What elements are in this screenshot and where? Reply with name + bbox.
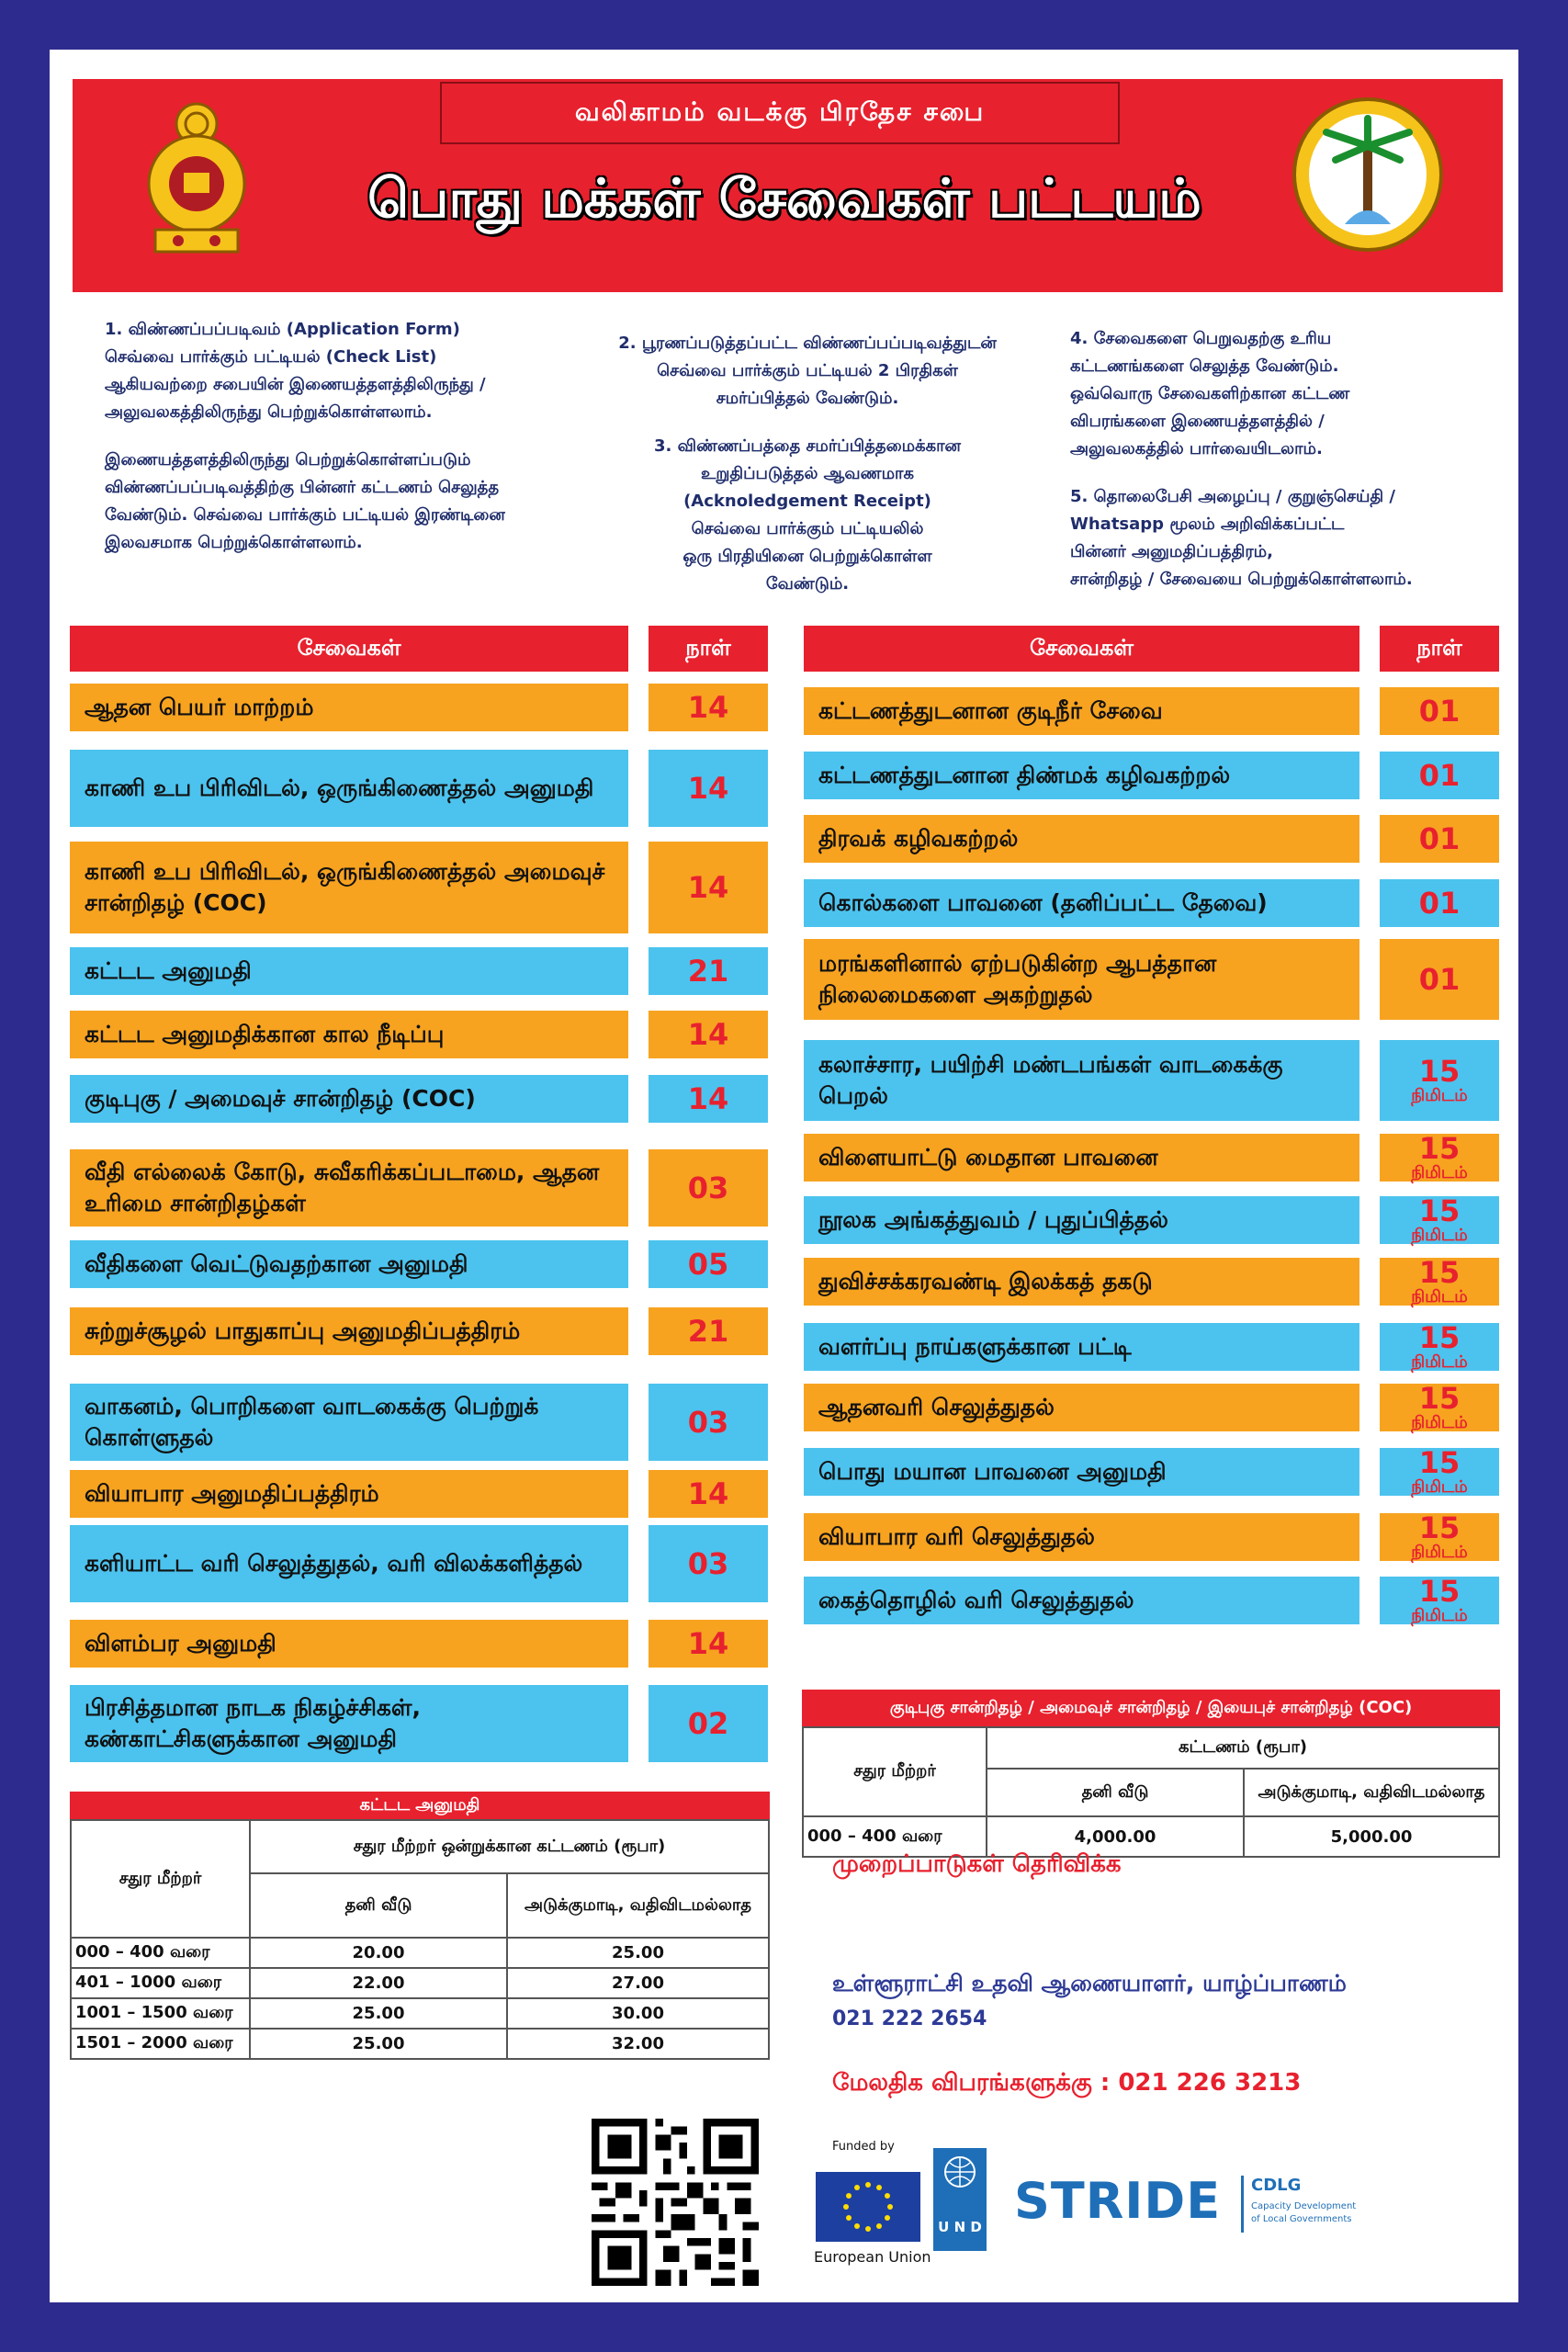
days-number: 14: [687, 771, 729, 806]
days-number: 01: [1418, 886, 1461, 921]
days-number: 14: [687, 1476, 729, 1511]
days-number: 03: [687, 1405, 729, 1440]
days-number: 21: [687, 954, 729, 989]
days-unit: நிமிடம்: [1411, 1287, 1468, 1306]
days-value: [1380, 1193, 1499, 1245]
coc-single-header: தனி வீடு: [987, 1769, 1244, 1816]
council-logo-icon: [1290, 96, 1446, 254]
fee-header: சதுர மீற்றர் ஒன்றுக்கான கட்டணம் (ரூபா): [250, 1820, 769, 1873]
list-item: விளையாட்டு மைதான பாவனை: [804, 1134, 1359, 1182]
days-unit: நிமிடம்: [1411, 1606, 1468, 1625]
left-services-header: சேவைகள்: [70, 626, 628, 672]
building-fee-table: [70, 1819, 770, 2060]
funded-by-label: Funded by: [832, 2140, 895, 2154]
list-item: மரங்களினால் ஏற்படுகின்ற ஆபத்தான நிலைமைகளை அகற்றுதல்: [804, 939, 1359, 1020]
days-value: [1380, 1574, 1499, 1625]
days-value: [649, 750, 768, 827]
days-value: [1380, 752, 1499, 799]
days-value: [649, 1149, 768, 1227]
coc-multi-header: அடுக்குமாடி, வதிவிடமல்லாத: [1244, 1769, 1499, 1816]
area-header: சதுர மீற்றர்: [71, 1820, 250, 1938]
page: [50, 50, 1518, 2302]
days-unit: நிமிடம்: [1411, 1543, 1468, 1562]
days-number: 14: [687, 870, 729, 905]
days-number: 15: [1418, 1255, 1461, 1290]
table-row: 1001 – 1500 வரை 25.00 30.00: [71, 1998, 769, 2029]
days-number: 01: [1418, 962, 1461, 997]
coc-fee-table: [802, 1726, 1500, 1858]
days-number: 15: [1418, 1131, 1461, 1166]
days-value: [1380, 1131, 1499, 1182]
list-item: வீதிகளை வெட்டுவதற்கான அனுமதி: [70, 1240, 628, 1288]
days-number: 05: [687, 1247, 729, 1282]
list-item: வளர்ப்பு நாய்களுக்கான பட்டி: [804, 1323, 1359, 1371]
days-number: 15: [1418, 1381, 1461, 1416]
sri-lanka-emblem-icon: [141, 101, 252, 257]
days-value: [1380, 1255, 1499, 1306]
list-item: நூலக அங்கத்துவம் / புதுப்பித்தல்: [804, 1196, 1359, 1244]
list-item: வியாபார வரி செலுத்துதல்: [804, 1513, 1359, 1561]
cdlg-sub-1: Capacity Development: [1251, 2201, 1357, 2211]
list-item: பொது மயான பாவனை அனுமதி: [804, 1448, 1359, 1496]
days-unit: நிமிடம்: [1411, 1413, 1468, 1432]
days-unit: நிமிடம்: [1411, 1163, 1468, 1182]
days-number: 01: [1418, 821, 1461, 856]
list-item: திரவக் கழிவகற்றல்: [804, 815, 1359, 863]
days-value: [649, 1470, 768, 1518]
days-number: 01: [1418, 694, 1461, 729]
days-number: 15: [1418, 1574, 1461, 1609]
days-number: 03: [687, 1546, 729, 1581]
days-value: [1380, 687, 1499, 735]
list-item: கட்டட அனுமதி: [70, 947, 628, 995]
days-value: [649, 842, 768, 933]
days-number: 15: [1418, 1193, 1461, 1228]
list-item: களியாட்ட வரி செலுத்துதல், வரி விலக்களித்தல்: [70, 1525, 628, 1602]
eu-label: European Union: [814, 2248, 931, 2266]
list-item: காணி உப பிரிவிடல், ஒருங்கிணைத்தல் அமைவுச் சான்றிதழ் (COC): [70, 842, 628, 933]
coc-fee-header: கட்டணம் (ரூபா): [987, 1727, 1499, 1769]
office-phone[interactable]: 021 222 2654: [832, 2007, 987, 2030]
days-number: 15: [1418, 1320, 1461, 1355]
days-value: [649, 1307, 768, 1355]
days-unit: நிமிடம்: [1411, 1086, 1468, 1105]
list-item: கட்டணத்துடனான குடிநீர் சேவை: [804, 687, 1359, 735]
days-value: [649, 1240, 768, 1288]
days-value: [649, 1384, 768, 1461]
list-item: கொல்களை பாவனை (தனிப்பட்ட தேவை): [804, 879, 1359, 927]
days-value: [649, 1011, 768, 1058]
instructions-col-1: 1. விண்ணப்பப்படிவம் (Application Form) செவ்வை பார்க்கும் பட்டியல் (Check List) ஆகியவற்றை சபையின் இணையத்தளத்திலிருந்து / அலுவலகத்திலிருந்து பெற்றுக்கொள்ளலாம். இணையத்தளத்திலிருந்து பெற்றுக்கொள்ளப்படும் விண்ணப்பப்படிவத்திற்கு பின்னர் கட்டணம் செலுத்த வேண்டும். செவ்வை பார்க்கும் பட்டியல் இரண்டினை இலவசமாக பெற்றுக்கொள்ளலாம்.: [105, 320, 505, 552]
days-number: 15: [1418, 1445, 1461, 1480]
days-number: 15: [1418, 1510, 1461, 1545]
list-item: துவிச்சக்கரவண்டி இலக்கத் தகடு: [804, 1258, 1359, 1306]
days-value: [1380, 1320, 1499, 1372]
qr-code-icon[interactable]: [592, 2119, 759, 2286]
days-unit: நிமிடம்: [1411, 1477, 1468, 1497]
table-row: 000 – 400 வரை 20.00 25.00: [71, 1938, 769, 1968]
days-value: [1380, 939, 1499, 1020]
cdlg-label: CDLG: [1251, 2176, 1302, 2195]
instructions-col-2: 2. பூரணப்படுத்தப்பட்ட விண்ணப்பப்படிவத்துடன் செவ்வை பார்க்கும் பட்டியல் 2 பிரதிகள் சமர்ப்பித்தல் வேண்டும். 3. விண்ணப்பத்தை சமர்ப்பித்தமைக்கான உறுதிப்படுத்தல் ஆவணமாக (Acknoledgement Receipt) செவ்வை பார்க்கும் பட்டியலில் ஒரு பிரதியினை பெற்றுக்கொள்ள வேண்டும்.: [618, 334, 997, 594]
table-row: 000 – 400 வரை 4,000.00 5,000.00: [803, 1816, 1499, 1857]
list-item: வியாபார அனுமதிப்பத்திரம்: [70, 1470, 628, 1518]
undp-label: U N D P: [938, 2219, 982, 2276]
list-item: கட்டட அனுமதிக்கான கால நீடிப்பு: [70, 1011, 628, 1058]
days-number: 03: [687, 1170, 729, 1205]
coc-fee-caption: குடிபுகு சான்றிதழ் / அமைவுச் சான்றிதழ் / இயைபுச் சான்றிதழ் (COC): [802, 1690, 1500, 1726]
days-value: [1380, 1510, 1499, 1562]
right-services-header: சேவைகள்: [804, 626, 1359, 672]
single-house-header: தனி வீடு: [250, 1873, 507, 1938]
days-number: 14: [687, 1017, 729, 1052]
eu-flag-icon: [816, 2172, 920, 2242]
left-days-header: நாள்: [649, 626, 768, 672]
table-row: 1501 – 2000 வரை 25.00 32.00: [71, 2029, 769, 2059]
cdlg-sub-2: of Local Governments: [1251, 2214, 1352, 2224]
list-item: பிரசித்தமான நாடக நிகழ்ச்சிகள், கண்காட்சிகளுக்கான அனுமதி: [70, 1685, 628, 1762]
days-unit: நிமிடம்: [1411, 1226, 1468, 1245]
building-fee-caption: கட்டட அனுமதி: [70, 1792, 770, 1819]
days-value: [1380, 1040, 1499, 1121]
days-value: [649, 1075, 768, 1123]
days-number: 14: [687, 1081, 729, 1116]
days-unit: நிமிடம்: [1411, 1352, 1468, 1372]
list-item: கைத்தொழில் வரி செலுத்துதல்: [804, 1577, 1359, 1624]
days-number: 14: [687, 1626, 729, 1661]
days-value: [1380, 1381, 1499, 1432]
days-value: [649, 1685, 768, 1762]
days-value: [649, 684, 768, 731]
instructions-col-3: 4. சேவைகளை பெறுவதற்கு உரிய கட்டணங்களை செலுத்த வேண்டும். ஒவ்வொரு சேவைகளிற்கான கட்டண விபரங்களை இணையத்தளத்தில் / அலுவலகத்தில் பார்வையிடலாம். 5. தொலைபேசி அழைப்பு / குறுஞ்செய்தி / Whatsapp மூலம் அறிவிக்கப்பட்ட பின்னர் அனுமதிப்பத்திரம், சான்றிதழ் / சேவையை பெற்றுக்கொள்ளலாம்.: [1070, 329, 1413, 589]
days-value: [1380, 815, 1499, 863]
days-number: 15: [1418, 1054, 1461, 1089]
office-name: உள்ளூராட்சி உதவி ஆணையாளர், யாழ்ப்பாணம்: [832, 1970, 1347, 1996]
days-number: 21: [687, 1314, 729, 1349]
days-value: [649, 947, 768, 995]
days-value: [649, 1620, 768, 1668]
divider: [1241, 2176, 1244, 2233]
page-title: பொது மக்கள் சேவைகள் பட்டயம்: [367, 166, 1201, 230]
list-item: வாகனம், பொறிகளை வாடகைக்கு பெற்றுக் கொள்ளுதல்: [70, 1384, 628, 1461]
days-value: [1380, 879, 1499, 927]
list-item: கட்டணத்துடனான திண்மக் கழிவகற்றல்: [804, 752, 1359, 799]
council-name: வலிகாமம் வடக்கு பிரதேச சபை: [440, 82, 1120, 144]
list-item: குடிபுகு / அமைவுச் சான்றிதழ் (COC): [70, 1075, 628, 1123]
list-item: விளம்பர அனுமதி: [70, 1620, 628, 1668]
days-number: 01: [1418, 758, 1461, 793]
complaints-label: முறைப்பாடுகள் தெரிவிக்க: [832, 1850, 1122, 1878]
days-value: [1380, 1445, 1499, 1497]
list-item: கலாச்சார, பயிற்சி மண்டபங்கள் வாடகைக்கு பெறல்: [804, 1040, 1359, 1121]
coc-area-header: சதுர மீற்றர்: [803, 1727, 987, 1816]
days-number: 14: [687, 690, 729, 725]
list-item: ஆதனவரி செலுத்துதல்: [804, 1384, 1359, 1431]
list-item: வீதி எல்லைக் கோடு, சுவீகரிக்கப்படாமை, ஆதன உரிமை சான்றிதழ்கள்: [70, 1149, 628, 1227]
more-info-phone[interactable]: மேலதிக விபரங்களுக்கு : 021 226 3213: [832, 2069, 1302, 2097]
list-item: ஆதன பெயர் மாற்றம்: [70, 684, 628, 731]
list-item: காணி உப பிரிவிடல், ஒருங்கிணைத்தல் அனுமதி: [70, 750, 628, 827]
days-value: [649, 1525, 768, 1602]
multi-storey-header: அடுக்குமாடி, வதிவிடமல்லாத: [507, 1873, 769, 1938]
right-days-header: நாள்: [1380, 626, 1499, 672]
list-item: சுற்றுச்சூழல் பாதுகாப்பு அனுமதிப்பத்திரம்: [70, 1307, 628, 1355]
days-number: 02: [687, 1706, 729, 1741]
stride-logo: STRIDE: [1014, 2172, 1222, 2230]
table-row: 401 – 1000 வரை 22.00 27.00: [71, 1968, 769, 1998]
